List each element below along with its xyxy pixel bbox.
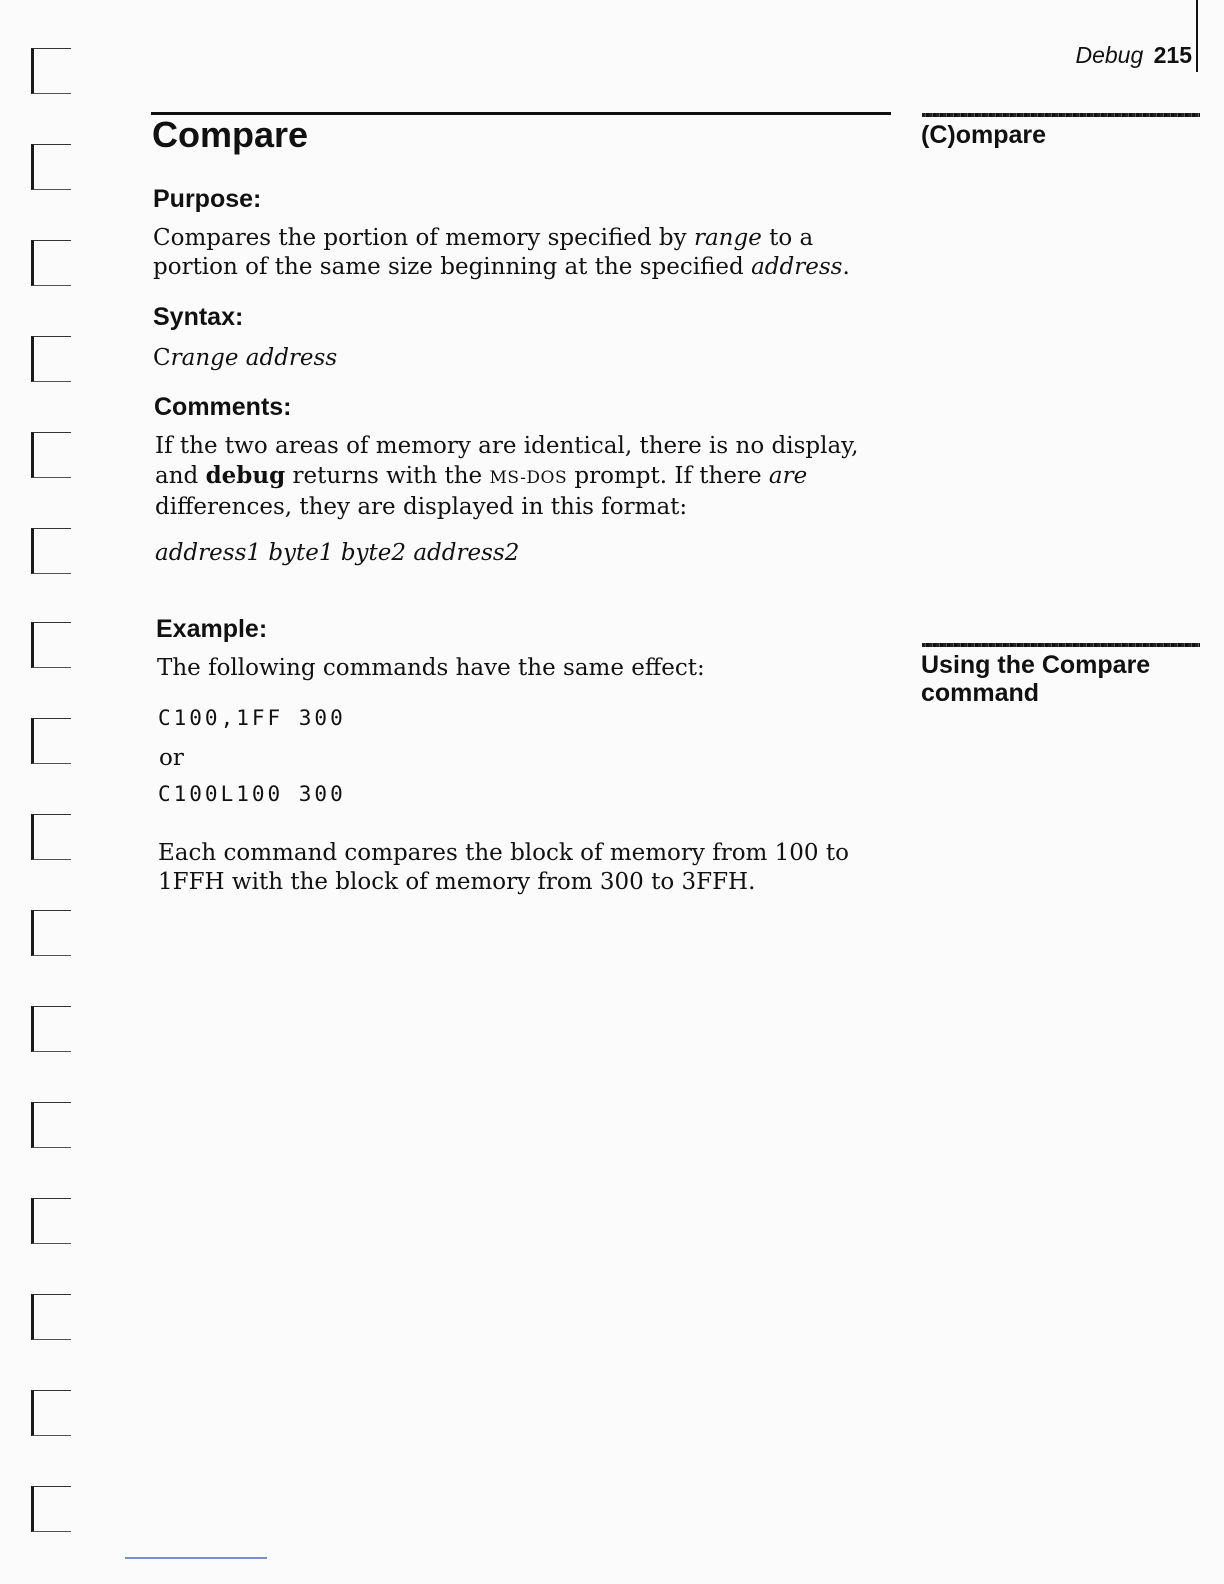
msdos-term: MS-DOS bbox=[489, 468, 568, 488]
binder-mark bbox=[31, 528, 71, 574]
sidebar-note: Using the Compare command bbox=[921, 651, 1151, 707]
binder-mark bbox=[31, 1102, 71, 1148]
syntax-command-letter: C bbox=[153, 345, 171, 371]
binder-mark bbox=[31, 1294, 71, 1340]
binder-mark bbox=[31, 1198, 71, 1244]
binder-mark bbox=[31, 336, 71, 382]
page-number: 215 bbox=[1153, 42, 1192, 68]
running-head bbox=[1075, 42, 1192, 69]
syntax-line bbox=[153, 344, 893, 373]
binder-mark bbox=[31, 1006, 71, 1052]
comments-text: If the two areas of memory are identical, there is no display, and debug returns with the MS-DOS prompt. If there are differences, they are displayed in this format: bbox=[155, 433, 859, 520]
example-command-1: C100,1FF 300 bbox=[158, 706, 346, 730]
binder-mark bbox=[31, 144, 71, 190]
term-address: address bbox=[751, 254, 843, 280]
binder-mark bbox=[31, 1390, 71, 1436]
output-format: address1 byte1 byte2 address2 bbox=[155, 540, 520, 566]
binder-mark bbox=[31, 1486, 71, 1532]
binder-mark bbox=[31, 814, 71, 860]
debug-term: debug bbox=[205, 462, 286, 489]
purpose-heading: Purpose: bbox=[153, 185, 262, 213]
binder-mark bbox=[31, 240, 71, 286]
binder-mark bbox=[31, 432, 71, 478]
comments-heading: Comments: bbox=[154, 393, 292, 421]
sidebar-rule bbox=[922, 113, 1200, 117]
term-range: range bbox=[693, 225, 762, 251]
binder-mark bbox=[31, 910, 71, 956]
term-are: are bbox=[768, 463, 808, 489]
syntax-args: range address bbox=[170, 345, 338, 371]
running-head-section: Debug bbox=[1075, 42, 1144, 68]
page-title: Compare bbox=[152, 114, 309, 155]
example-explanation: Each command compares the block of memory from 100 to 1FFH with the block of memory from 300 to 3FFH. bbox=[158, 840, 849, 895]
binder-mark bbox=[31, 622, 71, 668]
header-vertical-rule bbox=[1196, 0, 1198, 72]
binder-mark bbox=[31, 48, 71, 94]
example-command-2: C100L100 300 bbox=[158, 782, 346, 806]
sidebar-rule bbox=[922, 643, 1200, 647]
syntax-heading: Syntax: bbox=[153, 303, 244, 331]
example-heading: Example: bbox=[156, 615, 268, 643]
binder-mark bbox=[31, 718, 71, 764]
example-or: or bbox=[159, 745, 184, 771]
sidebar-command-label: (C)ompare bbox=[921, 121, 1047, 149]
purpose-text: Compares the portion of memory specified by range to a portion of the same size beginning at the specified address. bbox=[153, 225, 850, 280]
bottom-rule bbox=[125, 1557, 267, 1559]
example-intro: The following commands have the same effect: bbox=[157, 655, 705, 681]
